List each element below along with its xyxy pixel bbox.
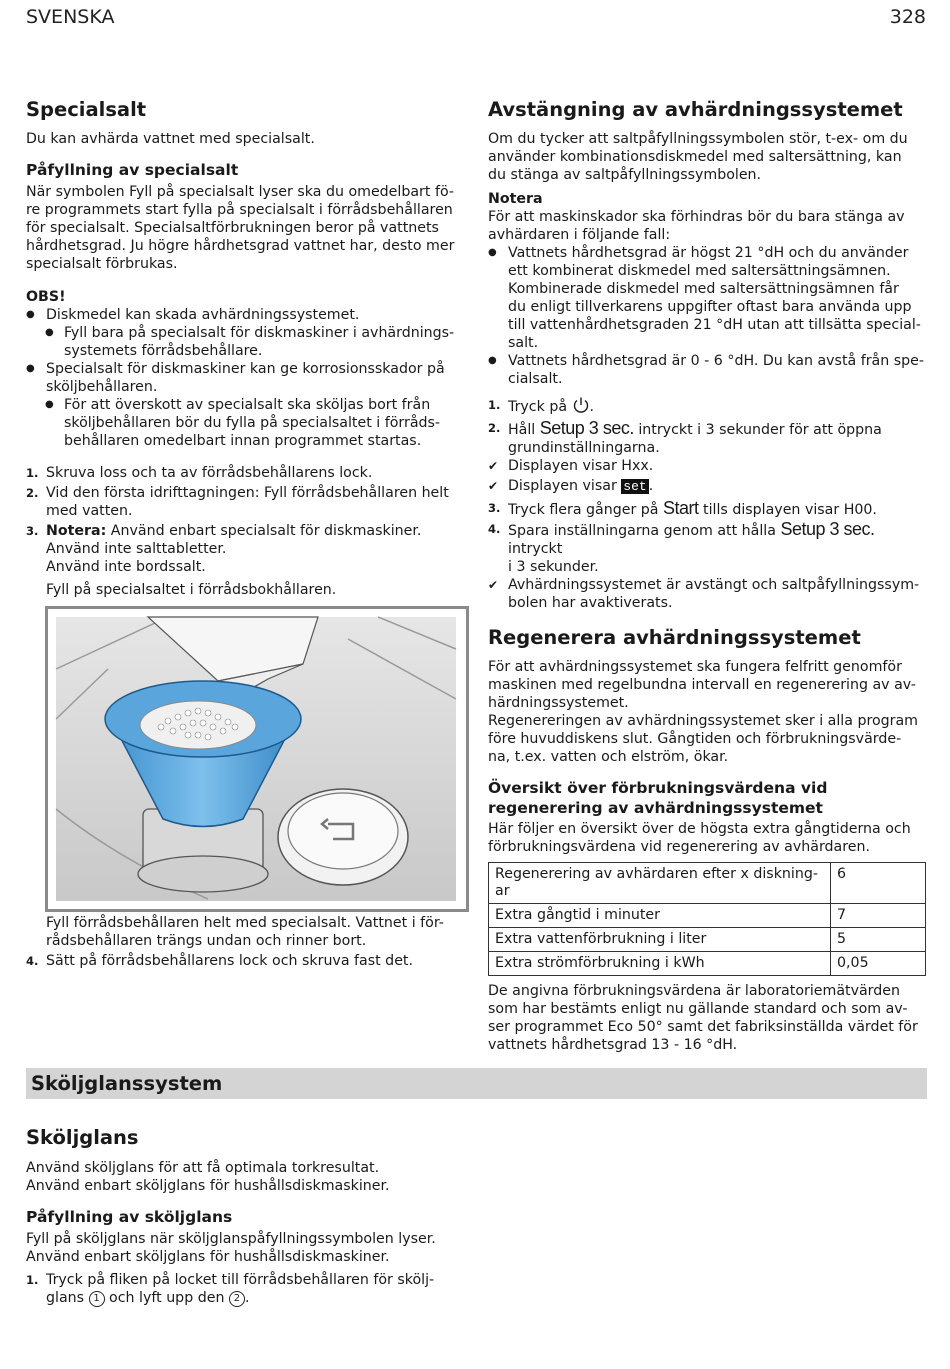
page-number: 328 — [889, 6, 926, 28]
obs-label: OBS! — [26, 289, 66, 305]
salt-funnel-drawing — [48, 609, 466, 909]
set-display-label: set — [623, 479, 647, 494]
step-3: 3. Notera: Använd enbart specialsalt för diskmaskiner. Använd inte salttabletter. Använd inte bordssalt. — [26, 523, 422, 575]
section-title: Sköljglanssystem — [31, 1072, 223, 1095]
setup-button-label: Setup 3 sec. — [539, 418, 634, 438]
rinse-refill-title: Påfyllning av sköljglans — [26, 1208, 233, 1226]
off-step-4: 4. Spara inställningarna genom att hålla Setup 3 sec. intryckt i 3 sekunder. — [488, 519, 875, 575]
specialsalt-title: Specialsalt — [26, 98, 147, 121]
consumption-table — [488, 862, 926, 976]
setup-button-label: Setup 3 sec. — [780, 519, 875, 539]
table-row: Regenerering av avhärdaren efter x diskning- ar 6 — [489, 863, 926, 904]
salt-funnel-illustration — [45, 606, 469, 912]
start-button-label: Start — [663, 498, 699, 518]
rinse-title: Sköljglans — [26, 1126, 139, 1149]
regen-title: Regenerera avhärdningssystemet — [488, 626, 861, 649]
left-column — [26, 98, 466, 599]
case-item-1: ● Vattnets hårdhetsgrad är högst 21 °dH och du använder ett kombinerat diskmedel med saltersättningsämnen. Kombinerade diskmedel med saltersättningsämnen får du enligt tillverkarens uppgifter oftast bara använda upp till vattenhårdhetsgraden 21 °dH utan att tillsätta special- salt. — [488, 244, 928, 352]
regen-text: För att avhärdningssystemet ska fungera felfritt genomför maskinen med regelbundna intervall en regenerering av av- härdningssystemet. Regenereringen av avhärdningssystemet sker i alla program före huvuddiskens slut. Gångtiden och förbrukningsvärde- na, t.ex. vatten och elström, ökar. — [488, 659, 919, 765]
check-2: ✔ Displayen visar set . — [488, 478, 654, 494]
off-step-1: 1. Tryck på . — [488, 398, 595, 415]
step-2: 2. Vid den första idrifttagningen: Fyll förrådsbehållaren helt med vatten. — [26, 485, 449, 519]
obs-item-1a: ● Fyll bara på specialsalt för diskmaskiner i avhärdnings- systemets förrådsbehållare. — [26, 324, 466, 360]
rinse-text: Använd sköljglans för att få optimala torkresultat. Använd enbart sköljglans för hushållsdiskmaskiner. — [26, 1160, 390, 1194]
off-intro: Om du tycker att saltpåfyllningssymbolen stör, t-ex- om du använder kombinationsdiskmedel med saltersättning, kan du stänga av saltpåfyllningssymbolen. — [488, 131, 908, 183]
check-1: ✔ Displayen visar Hxx. — [488, 458, 654, 474]
table-row: Extra gångtid i minuter 7 — [489, 904, 926, 928]
callout-1: 1 — [89, 1291, 105, 1307]
check-icon: ✔ — [488, 459, 499, 473]
obs-item-1: ● Diskmedel kan skada avhärdningssystemet. — [26, 306, 466, 324]
rinse-step-1: 1. Tryck på fliken på locket till förrådsbehållaren för skölj- glans 1 och lyft upp den 2 . — [26, 1272, 435, 1306]
check-icon: ✔ — [488, 479, 499, 493]
left-column-lower — [26, 914, 466, 970]
rinse-section — [26, 1126, 466, 1307]
section-bar — [26, 1068, 927, 1099]
case-item-2: ● Vattnets hårdhetsgrad är 0 - 6 °dH. Du kan avstå från spe- cialsalt. — [488, 352, 928, 388]
step-1: 1. Skruva loss och ta av förrådsbehållarens lock. — [26, 465, 373, 481]
callout-2: 2 — [229, 1291, 245, 1307]
obs-item-2a: ● För att överskott av specialsalt ska sköljas bort från sköljbehållaren bör du fylla på specialsaltet i förråds- behållaren omedelbart innan programmet startas. — [26, 396, 466, 450]
overview-intro: Här följer en översikt över de högsta extra gångtiderna och förbrukningsvärdena vid regenerering av avhärdaren. — [488, 821, 911, 855]
rinse-refill-text: Fyll på sköljglans när sköljglanspåfyllningssymbolen lyser. Använd enbart sköljglans för hushållsdiskmaskiner. — [26, 1231, 436, 1265]
step-3-fill: Fyll på specialsaltet i förrådsbokhållaren. — [46, 582, 337, 598]
specialsalt-intro: Du kan avhärda vattnet med specialsalt. — [26, 131, 315, 147]
table-row: Extra strömförbrukning i kWh 0,05 — [489, 952, 926, 976]
footnote: De angivna förbrukningsvärdena är laboratoriemätvärden som har bestämts enligt nu gällande standard och som av- ser programmet Eco 50° samt det fabriksinställda värdet för vattnets hårdhetsgrad 13 - 16 °dH. — [488, 983, 918, 1053]
refill-paragraph: När symbolen Fyll på specialsalt lyser ska du omedelbart fö- re programmets start fylla på specialsalt i förrådsbehållaren för specialsalt. Specialsaltförbrukningen beror på vattnets hårdhetsgrad. Ju högre hårdhetsgrad vattnet har, desto mer specialsalt förbrukas. — [26, 184, 455, 272]
note-text: För att maskinskador ska förhindras bör du bara stänga av avhärdaren i följande fall: — [488, 209, 905, 243]
refill-title: Påfyllning av specialsalt — [26, 161, 239, 179]
overview-title: Översikt över förbrukningsvärdena vid regenerering av avhärdningssystemet — [488, 779, 828, 817]
language-label: SVENSKA — [26, 6, 115, 28]
off-step-2: 2. Håll Setup 3 sec. intryckt i 3 sekunder för att öppna grundinställningarna. — [488, 418, 882, 456]
check-icon: ✔ — [488, 578, 499, 592]
power-icon — [572, 396, 590, 414]
step-4: 4. Sätt på förrådsbehållarens lock och skruva fast det. — [26, 953, 413, 969]
table-row: Extra vattenförbrukning i liter 5 — [489, 928, 926, 952]
note-label: Notera — [488, 191, 543, 207]
illustration-caption: Fyll förrådsbehållaren helt med specialsalt. Vattnet i för- rådsbehållaren trängs undan och rinner bort. — [46, 915, 444, 949]
off-step-3: 3. Tryck flera gånger på Start tills displayen visar H00. — [488, 498, 877, 518]
right-column — [488, 98, 928, 1054]
check-3: ✔ Avhärdningssystemet är avstängt och saltpåfyllningssym- bolen har avaktiverats. — [488, 577, 920, 611]
obs-item-2: ● Specialsalt för diskmaskiner kan ge korrosionsskador på sköljbehållaren. — [26, 360, 466, 396]
off-title: Avstängning av avhärdningssystemet — [488, 98, 903, 121]
